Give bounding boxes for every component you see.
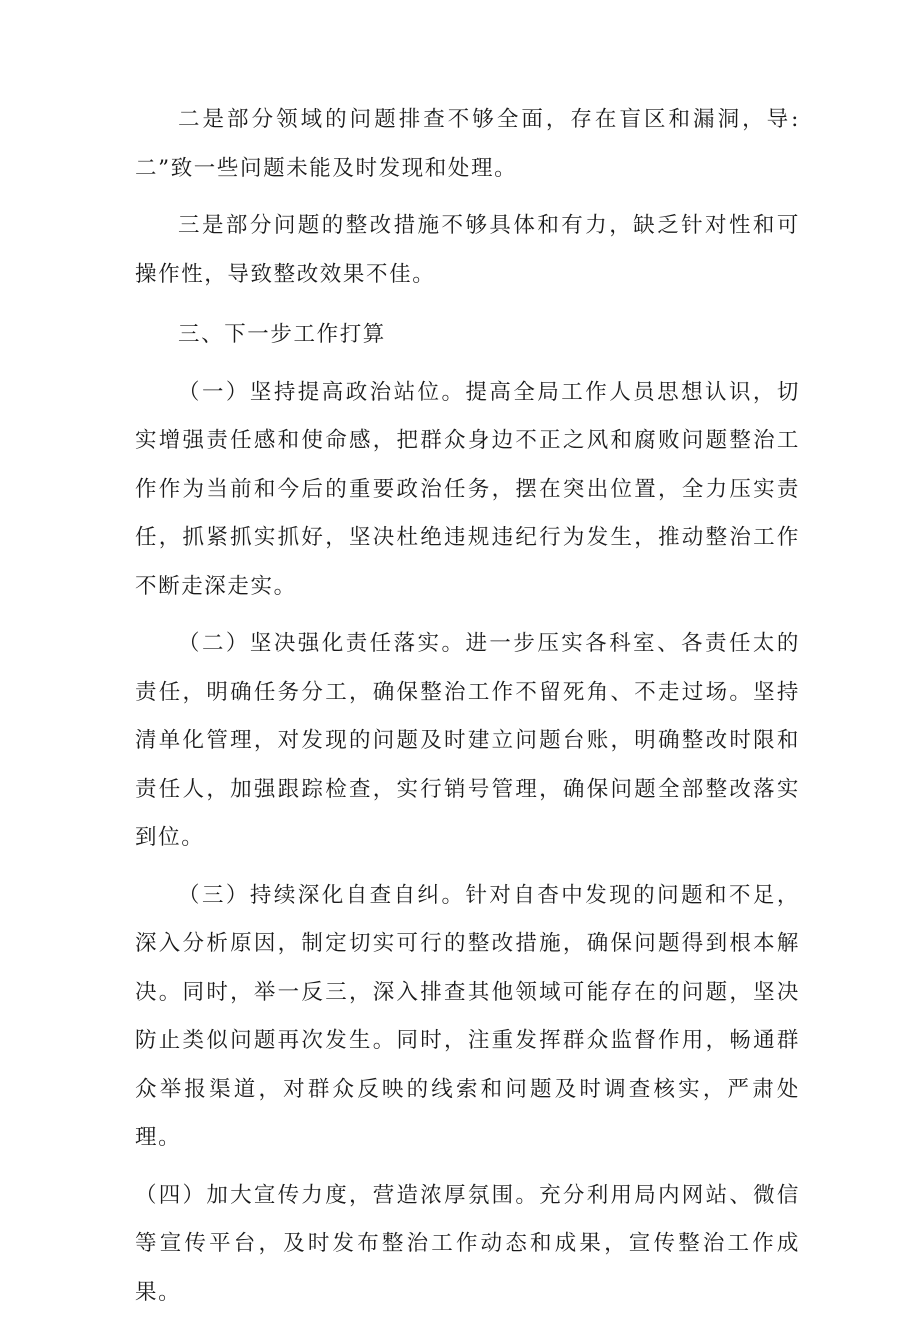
paragraph-item-four: （四）加大宣传力度，营造浓厚氛围。充分利用局内网站、微信等宣传平台，及时发布整治工作动态和成果，宣传整治工作成果。 <box>135 1172 800 1317</box>
paragraph-item-three: （三）持续深化自查自纠。针对自杳中发现的问题和不足，深入分析原因，制定切实可行的整改措施，确保问题得到根本解决。同时，举一反三，深入排查其他领域可能存在的问题，坚决防止类似问题再次发生。同时，注重发挥群众监督作用，畅通群众举报渠道，对群众反映的线索和问题及时调查核实，严肃处理。 <box>135 872 800 1163</box>
section-heading-next-steps: 三、下一步工作打算 <box>135 311 800 360</box>
paragraph-item-two: （二）坚决强化责任落实。进一步压实各科室、各责任太的责任，明确任务分工，确保整治工作不留死角、不走过场。坚持清单化管理，对发现的问题及时建立问题台账，明确整改时限和责任人，加强跟踪检查，实行销号管理，确保问题全部整改落实到位。 <box>135 620 800 863</box>
paragraph-item-one: （一）坚持提高政治站位。提高全局工作人员思想认识，切实增强责任感和使命感，把群众身边不正之风和腐败问题整治工作作为当前和今后的重要政治任务，摆在突出位置，全力压实责任，抓紧抓实抓好，坚决杜绝违规违纪行为发生，推动整治工作不断走深走实。 <box>135 369 800 612</box>
paragraph-problem-two: 二是部分领域的问题排查不够全面，存在盲区和漏洞，导: 二”致一些问题未能及时发现和处理。 <box>135 96 800 193</box>
document-page <box>135 96 800 1317</box>
paragraph-problem-three: 三是部分问题的整改措施不够具体和有力，缺乏针对性和可操作性，导致整改效果不佳。 <box>135 202 800 299</box>
